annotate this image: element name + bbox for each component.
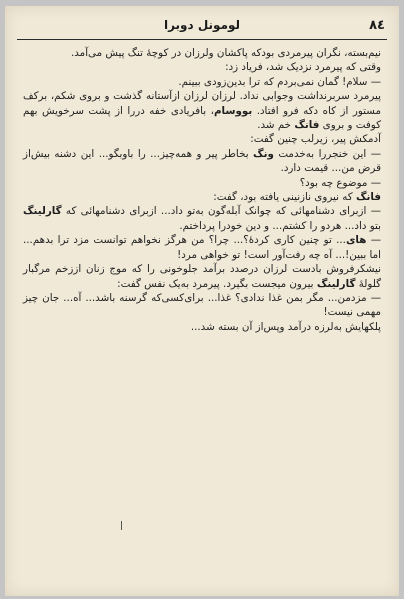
text-run: پلکهایش به‌لرزه درآمد وپس‌از آن بسته شد... [190, 320, 381, 333]
running-title: لومونل دوبرا [163, 18, 241, 32]
text-run: بخاطر پیر و همه‌چیز... را باوبگو... این دشنه بیش‌از قرض من... قیمت دارد. [23, 147, 381, 175]
paragraph [23, 320, 381, 334]
page-number: ۸٤ [369, 18, 385, 33]
paragraph [23, 46, 381, 60]
text-run: — [366, 234, 381, 247]
paragraph [23, 291, 381, 320]
bold-name: گارلینگ [23, 205, 62, 218]
text-run: — سلام! گمان نمی‌بردم که ترا بدین‌زودی ببینم. [178, 75, 381, 88]
bold-name: بووسام [213, 104, 253, 117]
text-run: — موضوع چه بود؟ [299, 176, 381, 189]
paragraph [23, 89, 381, 132]
text-run: — این خنجررا به‌خدمت [273, 147, 381, 160]
text-run: وقتی که پیرمرد نزدیک شد، فریاد زد: [225, 61, 381, 74]
stray-ink-mark [121, 521, 122, 530]
text-run: که نیروی نازنینی یافته بود، گفت: [213, 191, 356, 204]
paragraph [23, 233, 381, 262]
body-text [23, 46, 381, 334]
text-run: — ازبرای دشنامهائی که چوانک آبله‌گون به‌تو داد... ازبرای دشنامهائی که [61, 205, 381, 218]
paragraph [23, 204, 381, 233]
text-run: — مزدمن... مگر بمن غذا ندادی؟ غذا... برای‌کسی‌که گرسنه باشد... آه... جان چیز مهمی نیست! [23, 291, 381, 319]
text-run: نیم‌بسته، نگران پیرمردی بودکه پاکشان ولرزان در کوچهٔ تنگ پیش می‌آمد. [71, 47, 381, 59]
text-run: خم شد. [257, 119, 295, 132]
bold-name: ونگ [253, 147, 274, 160]
book-page [5, 6, 399, 596]
text-run: بیرون میجست بگیرد. پیرمرد به‌یک نفس گفت: [117, 277, 317, 290]
text-run: پیرمرد سربرنداشت وجوابی نداد. لرزان لرزان ازآستانه گذشت و بروی شکم، برکف مستور از کاه دکه فرو افتاد. [23, 90, 381, 117]
paragraph [23, 262, 381, 291]
paragraph [23, 176, 381, 190]
paragraph [23, 147, 381, 176]
text-run: نیشکرفروش بادست لرزان درصدد برآمد جلوخونی را که موج زنان اززخم مرگبار گلولهٔ [23, 263, 381, 290]
bold-name: فانگ [294, 119, 320, 132]
paragraph [23, 75, 381, 89]
text-run: ... تو چنین کاری کردهٔ؟... چرا؟ من هرگز نخواهم توانست مزد ترا بدهم... اما ببین!... آه چه رفت‌آور است! تو خواهی مرد! [23, 234, 381, 261]
paragraph [23, 132, 381, 146]
bold-name: های [345, 234, 367, 247]
text-run: ، بافریادی خفه دررا از پشت سرخویش بهم کوفت و بروی [23, 104, 381, 132]
bold-name: فانگ [355, 191, 381, 204]
header-rule [17, 39, 387, 40]
paragraph [23, 60, 381, 74]
bold-name: گارلینگ [316, 277, 356, 290]
text-run: آدمکش پیر، زیرلب چنین گفت: [250, 133, 381, 146]
text-run: بتو داد... هردو را کشتم... و دین خودرا پرداختم. [179, 219, 381, 232]
page-header [19, 18, 385, 36]
paragraph [23, 190, 381, 204]
